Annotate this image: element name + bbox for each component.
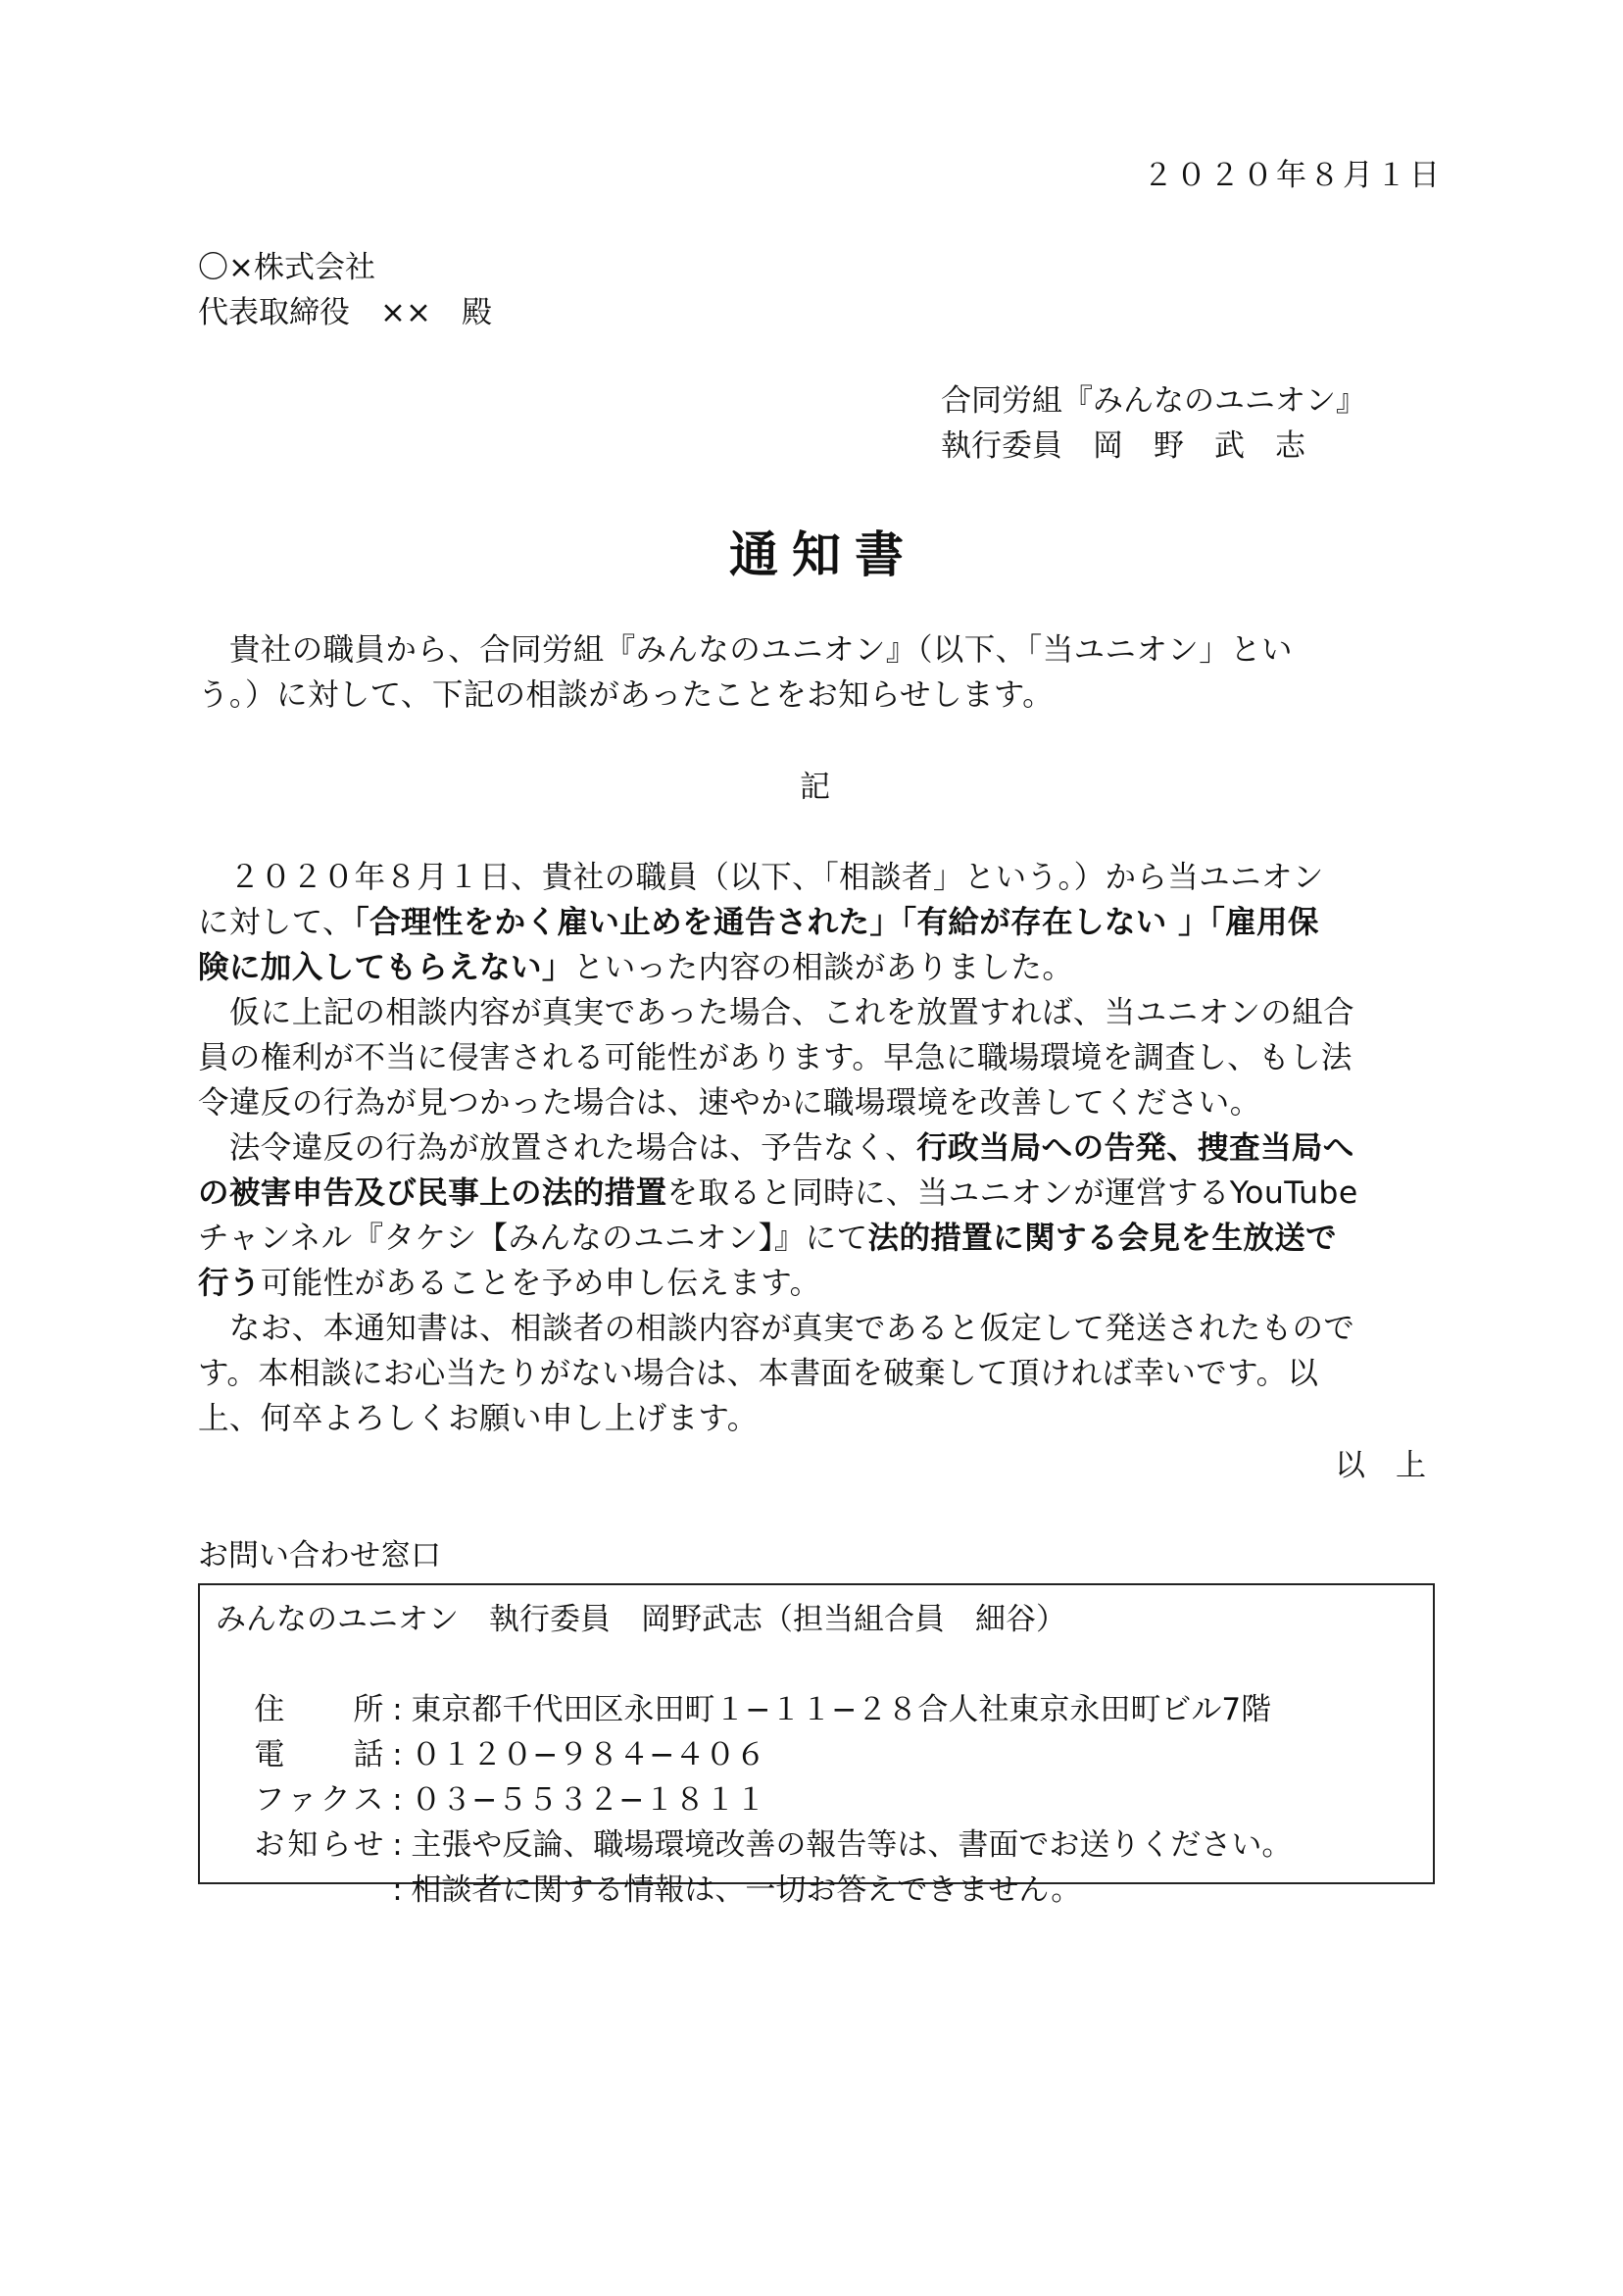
closing-ijou: 以 上 [1335,1448,1426,1483]
body-emphasis: 行政当局への告発、捜査当局へ [916,1130,1354,1166]
separator: : [392,1692,403,1727]
separator: : [392,1872,403,1908]
recipient-person: 代表取締役 ×× 殿 [198,295,492,330]
body-line [198,1125,1354,1171]
body-line: 令違反の行為が見つかった場合は、速やかに職場環境を改善してください。 [198,1085,1261,1121]
body-line: ２０２０年８月１日、貴社の職員（以下、「相談者」という。）から当ユニオン [198,860,1324,895]
body-line [198,1216,1337,1261]
body-line [198,1261,821,1306]
intro-line-2: う。）に対して、下記の相談があったことをお知らせします。 [198,677,1055,713]
sender-org: 合同労組『みんなのユニオン』 [941,383,1366,419]
notice-value-2: 相談者に関する情報は、一切お答えできません。 [411,1872,1082,1908]
body-emphasis: 「合理性をかく雇い止めを通告された」「有給が存在しない 」「雇用保 [353,905,1319,940]
separator: : [392,1782,403,1818]
body-line: 仮に上記の相談内容が真実であった場合、これを放置すれば、当ユニオンの組合 [198,995,1354,1030]
separator: : [392,1827,403,1863]
body-emphasis: 行う [198,1266,261,1301]
body-line: す。本相談にお心当たりがない場合は、本書面を破棄して頂ければ幸いです。以 [198,1356,1319,1391]
recipient-company: 〇×株式会社 [198,250,375,285]
document-title: 通知書 [729,526,917,583]
body-line: 員の権利が不当に侵害される可能性があります。早急に職場環境を調査し、もし法 [198,1040,1352,1075]
phone-label: 電話 [254,1737,384,1772]
contact-heading: お問い合わせ窓口 [198,1538,441,1573]
body-line [198,900,1319,945]
body-line [198,1171,1358,1216]
contact-header-line: みんなのユニオン 執行委員 岡野武志（担当組合員 細谷） [216,1602,1066,1637]
body-text: チャンネル『タケシ【みんなのユニオン】』にて [198,1221,868,1256]
body-line [198,945,1073,990]
address-value: 東京都千代田区永田町１−１１−２８合人社東京永田町ビル7階 [411,1692,1272,1727]
body-text: に対して、 [198,905,354,940]
ki-heading: 記 [800,770,830,805]
address-label: 住所 [254,1692,384,1727]
contact-box [198,1583,1435,1908]
body-text: 法令違反の行為が放置された場合は、予告なく、 [198,1130,917,1166]
contact-notice-row-2 [216,1822,1081,1958]
body-emphasis: 法的措置に関する会見を生放送で [867,1221,1338,1256]
body-line: なお、本通知書は、相談者の相談内容が真実であると仮定して発送されたもので [198,1311,1355,1346]
separator: : [392,1737,403,1772]
intro-line-1: 貴社の職員から、合同労組『みんなのユニオン』（以下、「当ユニオン」とい [198,632,1293,668]
body-text: を取ると同時に、当ユニオンが運営するYouTube [666,1175,1358,1211]
notice-label: お知らせ [254,1827,384,1863]
fax-label: ファクス [254,1782,384,1818]
phone-value: ０１２０−９８４−４０６ [411,1737,766,1772]
fax-value: ０３−５５３２−１８１１ [411,1782,766,1818]
sender-person: 執行委員 岡 野 武 志 [941,428,1305,464]
document-date: ２０２０年８月１日 [1143,158,1443,193]
body-text: といった内容の相談がありました。 [572,950,1074,985]
body-text: 可能性があることを予め申し伝えます。 [260,1266,821,1301]
notice-value-1: 主張や反論、職場環境改善の報告等は、書面でお送りください。 [411,1827,1293,1863]
body-emphasis: の被害申告及び民事上の法的措置 [198,1175,667,1211]
body-line: 上、何卒よろしくお願い申し上げます。 [198,1401,759,1436]
body-emphasis: 険に加入してもらえない」 [198,950,573,985]
